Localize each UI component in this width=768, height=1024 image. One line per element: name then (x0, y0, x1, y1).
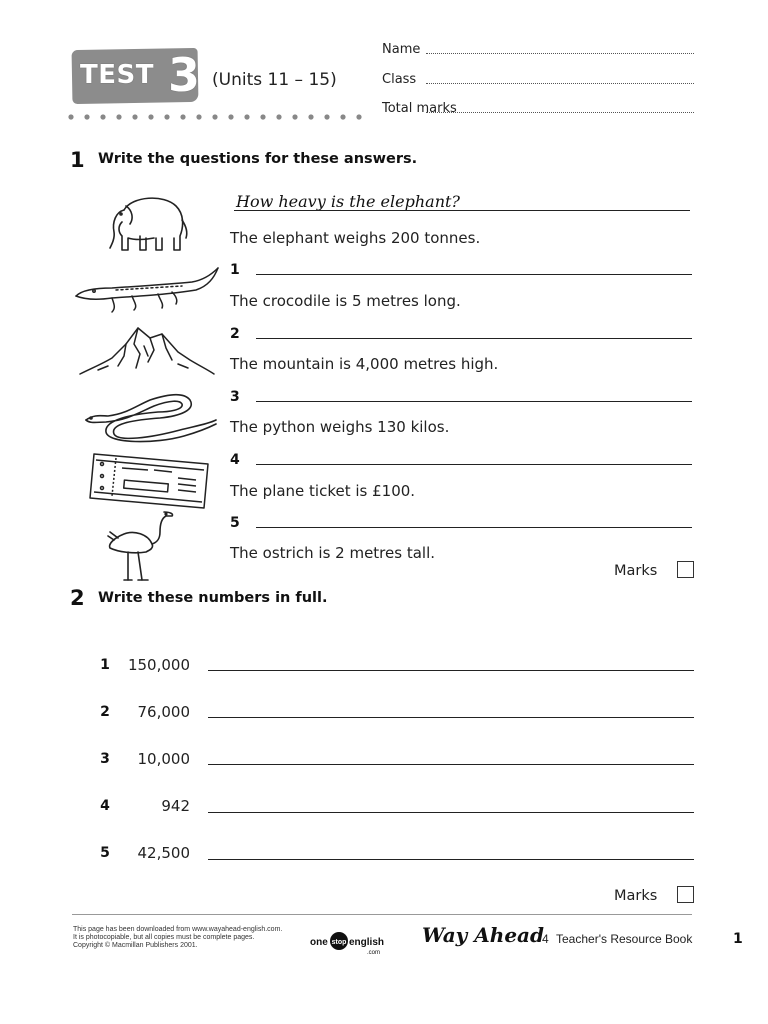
onestopenglish-logo (310, 930, 386, 958)
svg-text:one: one (310, 937, 328, 948)
example-question: How heavy is the elephant? (236, 192, 460, 211)
section-2-marks-label: Marks (614, 888, 658, 904)
section-1-number: 1 (70, 148, 85, 172)
section-2-title: Write these numbers in full. (98, 590, 328, 606)
section-1-marks-box[interactable] (677, 561, 694, 578)
number-item-5-value: 42,500 (137, 844, 190, 862)
book-title: Teacher's Resource Book (556, 932, 693, 946)
question-4-answer-line[interactable] (256, 464, 692, 465)
number-item-1-value: 150,000 (127, 656, 190, 674)
question-3-answer-line[interactable] (256, 401, 692, 402)
footer-photocopy-note: It is photocopiable, but all copies must be complete pages. (73, 934, 255, 941)
number-item-4-answer-line[interactable] (208, 812, 694, 813)
total-marks-field[interactable] (426, 112, 694, 113)
number-item-5-answer-line[interactable] (208, 859, 694, 860)
python-illustration (80, 386, 218, 444)
number-item-3-value: 10,000 (137, 750, 190, 768)
svg-text:stop: stop (331, 939, 347, 946)
test-word: TEST (80, 60, 154, 90)
number-item-1-answer-line[interactable] (208, 670, 694, 671)
mountain-illustration (78, 324, 216, 380)
section-2-marks-box[interactable] (677, 886, 694, 903)
dotted-divider (68, 112, 368, 122)
number-item-1-label: 1 (100, 657, 110, 673)
footer-copyright: Copyright © Macmillan Publishers 2001. (73, 942, 198, 949)
question-2-answer-line[interactable] (256, 338, 692, 339)
number-item-4-label: 4 (100, 798, 110, 814)
item-3-number: 3 (230, 389, 240, 405)
footer-download-note: This page has been downloaded from www.wayahead-english.com. (73, 926, 283, 933)
ostrich-illustration (104, 508, 178, 584)
item-1-number: 1 (230, 262, 240, 278)
svg-text:english: english (349, 937, 385, 948)
section-2-number: 2 (70, 586, 85, 610)
name-label: Name (382, 42, 421, 57)
test-number: 3 (168, 48, 201, 102)
item-2-number: 2 (230, 326, 240, 342)
answer-ostrich: The ostrich is 2 metres tall. (230, 544, 436, 562)
question-5-answer-line[interactable] (256, 527, 692, 528)
total-marks-label: Total marks (382, 101, 457, 116)
way-ahead-logo: Way Ahead (422, 923, 544, 947)
example-answer-line (234, 210, 690, 211)
answer-elephant: The elephant weighs 200 tonnes. (230, 229, 481, 247)
number-item-5-label: 5 (100, 845, 110, 861)
item-5-number: 5 (230, 515, 240, 531)
elephant-illustration (104, 192, 190, 254)
page-number: 1 (733, 931, 743, 947)
plane-ticket-illustration (88, 450, 210, 510)
crocodile-illustration (72, 266, 222, 316)
number-item-4-value: 942 (161, 797, 190, 815)
class-label: Class (382, 72, 417, 87)
units-range: (Units 11 – 15) (212, 70, 337, 90)
item-4-number: 4 (230, 452, 240, 468)
footer-rule (72, 914, 692, 915)
answer-crocodile: The crocodile is 5 metres long. (230, 292, 461, 310)
question-1-answer-line[interactable] (256, 274, 692, 275)
svg-text:.com: .com (367, 950, 381, 956)
name-field[interactable] (426, 53, 694, 54)
section-1-marks-label: Marks (614, 563, 658, 579)
number-item-3-label: 3 (100, 751, 110, 767)
section-1-title: Write the questions for these answers. (98, 151, 418, 167)
answer-python: The python weighs 130 kilos. (230, 418, 450, 436)
answer-mountain: The mountain is 4,000 metres high. (230, 355, 499, 373)
answer-plane-ticket: The plane ticket is £100. (230, 482, 416, 500)
number-item-2-value: 76,000 (137, 703, 190, 721)
number-item-2-label: 2 (100, 704, 110, 720)
class-field[interactable] (426, 83, 694, 84)
book-level: 4 (542, 932, 549, 946)
number-item-3-answer-line[interactable] (208, 764, 694, 765)
number-item-2-answer-line[interactable] (208, 717, 694, 718)
